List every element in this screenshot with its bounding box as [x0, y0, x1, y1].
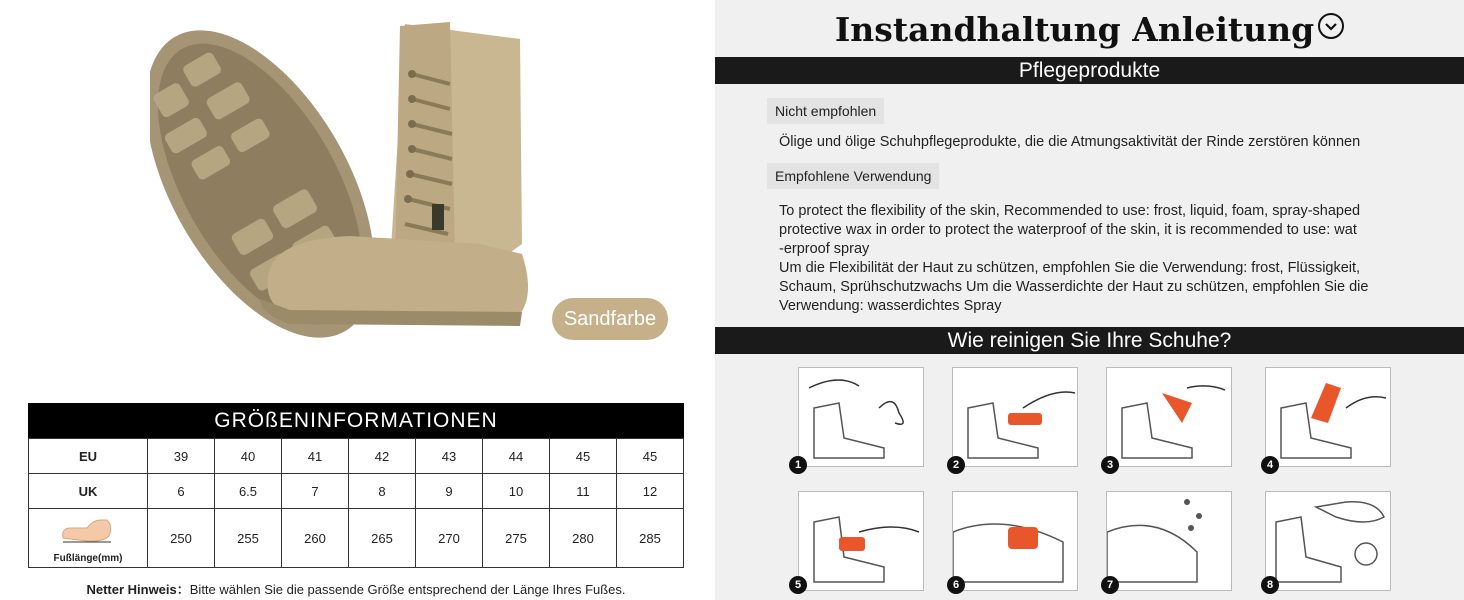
- table-cell: 39: [148, 439, 215, 474]
- recommended-tag: Empfohlene Verwendung: [767, 163, 939, 189]
- table-cell: 12: [617, 474, 684, 509]
- table-cell: 270: [416, 509, 483, 568]
- section-title-products: Pflegeprodukte: [1018, 59, 1161, 82]
- table-row: [29, 439, 684, 474]
- step-badge: 8: [1261, 576, 1279, 594]
- table-cell: 285: [617, 509, 684, 568]
- not-recommended-text: Ölige und ölige Schuhpflegeprodukte, die die Atmungsaktivität der Rinde zerstören können: [779, 134, 1361, 150]
- color-label: Sandfarbe: [552, 298, 668, 340]
- boot-image: [150, 14, 540, 359]
- table-row: [29, 509, 684, 568]
- table-cell: 6: [148, 474, 215, 509]
- page-title: [715, 10, 1464, 49]
- table-cell: 42: [349, 439, 416, 474]
- step-badge: 7: [1101, 576, 1119, 594]
- step-badge: 5: [789, 576, 807, 594]
- table-cell: 255: [215, 509, 282, 568]
- not-recommended-tag: Nicht empfohlen: [767, 98, 884, 124]
- section-title-cleaning: Wie reinigen Sie Ihre Schuhe?: [947, 329, 1232, 352]
- step-badge: 2: [947, 456, 965, 474]
- step-badge: 3: [1101, 456, 1119, 474]
- recommended-text: [779, 202, 1368, 316]
- table-cell: 260: [282, 509, 349, 568]
- text-line: Schaum, Sprühschutzwachs Um die Wasserdichte der Haut zu schützen, empfohlen Sie die: [779, 279, 1369, 295]
- table-cell: 40: [215, 439, 282, 474]
- table-cell: 6.5: [215, 474, 282, 509]
- step-badge: 6: [947, 576, 965, 594]
- note-text: Bitte wählen Sie die passende Größe entsprechend der Länge Ihres Fußes.: [189, 582, 626, 597]
- step-card-6: [952, 491, 1078, 591]
- text-line: protective wax in order to protect the waterproof of the skin, it is recommended to use: wat: [779, 222, 1357, 238]
- step-card-5: [798, 491, 924, 591]
- text-line: Um die Flexibilität der Haut zu schützen, empfohlen Sie die Verwendung: frost, Flüssigkeit,: [779, 260, 1361, 276]
- table-row: [29, 474, 684, 509]
- table-cell: 280: [550, 509, 617, 568]
- step-badge: 1: [789, 456, 807, 474]
- table-cell: 250: [148, 509, 215, 568]
- step-card-8: [1265, 491, 1391, 591]
- table-cell: 8: [349, 474, 416, 509]
- table-cell: 7: [282, 474, 349, 509]
- text-line: Verwendung: wasserdichtes Spray: [779, 298, 1002, 314]
- table-cell: 11: [550, 474, 617, 509]
- chevron-down-icon: [1318, 13, 1344, 39]
- size-table-title: GRÖßENINFORMATIONEN: [28, 403, 684, 438]
- table-cell: 45: [617, 439, 684, 474]
- table-cell: 45: [550, 439, 617, 474]
- size-table: [28, 438, 684, 568]
- foot-length-label: Fußlänge(mm): [53, 553, 123, 564]
- table-cell: 9: [416, 474, 483, 509]
- section-bar-products: [715, 57, 1464, 84]
- table-cell: 44: [483, 439, 550, 474]
- row-label-eu: EU: [29, 439, 148, 474]
- text-line: To protect the flexibility of the skin, Recommended to use: frost, liquid, foam, spray-shaped: [779, 203, 1361, 219]
- table-cell: 265: [349, 509, 416, 568]
- step-card-1: [798, 367, 924, 467]
- row-label-foot-length: [29, 509, 148, 568]
- size-note: [28, 579, 684, 598]
- row-label-uk: UK: [29, 474, 148, 509]
- step-card-7: [1106, 491, 1232, 591]
- table-cell: 43: [416, 439, 483, 474]
- size-panel: [0, 0, 715, 600]
- section-bar-cleaning: [715, 327, 1464, 354]
- text-line: -erproof spray: [779, 241, 870, 257]
- note-prefix: Netter Hinweis：: [86, 582, 190, 597]
- step-badge: 4: [1261, 456, 1279, 474]
- foot-icon: [57, 514, 117, 544]
- step-card-3: [1106, 367, 1232, 467]
- title-text: Instandhaltung Anleitung: [834, 10, 1315, 49]
- table-cell: 275: [483, 509, 550, 568]
- step-card-4: [1265, 367, 1391, 467]
- table-cell: 41: [282, 439, 349, 474]
- table-cell: 10: [483, 474, 550, 509]
- step-card-2: [952, 367, 1078, 467]
